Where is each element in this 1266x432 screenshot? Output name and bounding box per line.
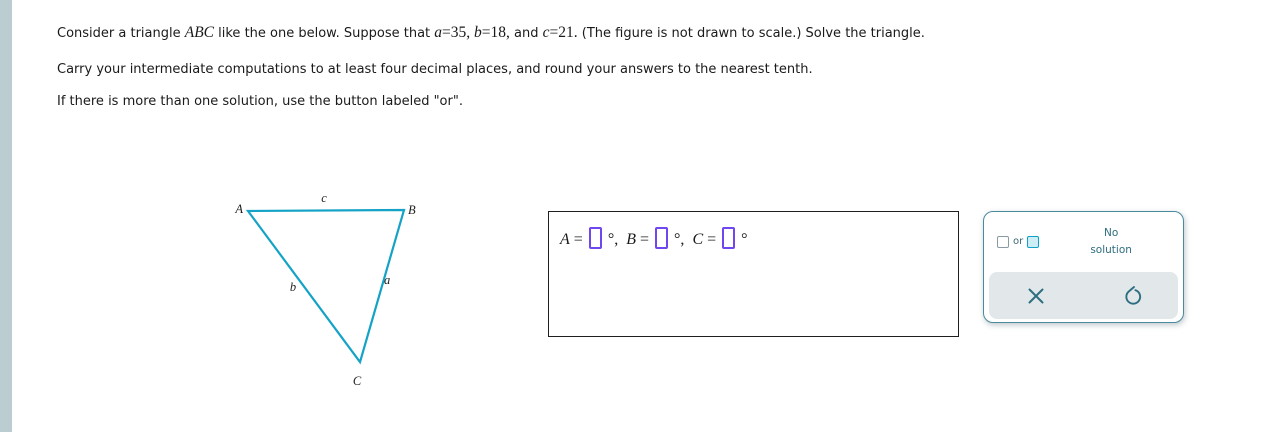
palette-top-row xyxy=(984,212,1183,271)
triangle-figure xyxy=(225,184,425,396)
no-solution-label: No solution xyxy=(1090,227,1132,256)
problem-line-1: Consider a triangle ABC like the one below. Suppose that a=35, b=18, and c=21. (The figure is not drawn to scale.) Solve the triangle. xyxy=(57,24,925,41)
side-b-label: b xyxy=(289,280,297,294)
clear-button[interactable] xyxy=(989,272,1084,319)
or-button-label: or xyxy=(1013,236,1024,247)
vertex-c-label: C xyxy=(352,374,362,388)
close-icon xyxy=(1025,285,1047,307)
triangle-svg xyxy=(225,184,425,396)
undo-button[interactable] xyxy=(1084,272,1179,319)
angle-b-input[interactable] xyxy=(655,227,668,249)
vertex-a-label: A xyxy=(235,202,243,216)
angle-c-input[interactable] xyxy=(722,227,735,249)
answer-palette xyxy=(983,211,1184,323)
problem-line-3: If there is more than one solution, use the button labeled "or". xyxy=(57,94,463,109)
or-checkbox-left xyxy=(997,236,1009,248)
answer-expression: A = °, B = °, C = ° xyxy=(560,227,748,249)
left-margin-strip xyxy=(0,0,12,432)
problem-line-2: Carry your intermediate computations to at least four decimal places, and round your answers to the nearest tenth. xyxy=(57,62,813,77)
undo-icon xyxy=(1119,284,1143,308)
answer-box xyxy=(548,211,959,337)
or-button[interactable] xyxy=(997,236,1039,248)
vertex-b-label: B xyxy=(408,203,416,217)
triangle-outline xyxy=(248,210,404,362)
no-solution-button[interactable] xyxy=(1039,225,1183,258)
angle-a-input[interactable] xyxy=(589,227,602,249)
or-checkbox-right xyxy=(1027,236,1039,248)
side-c-label: c xyxy=(321,191,327,205)
side-a-label: a xyxy=(384,273,391,287)
palette-action-bar xyxy=(989,272,1178,319)
